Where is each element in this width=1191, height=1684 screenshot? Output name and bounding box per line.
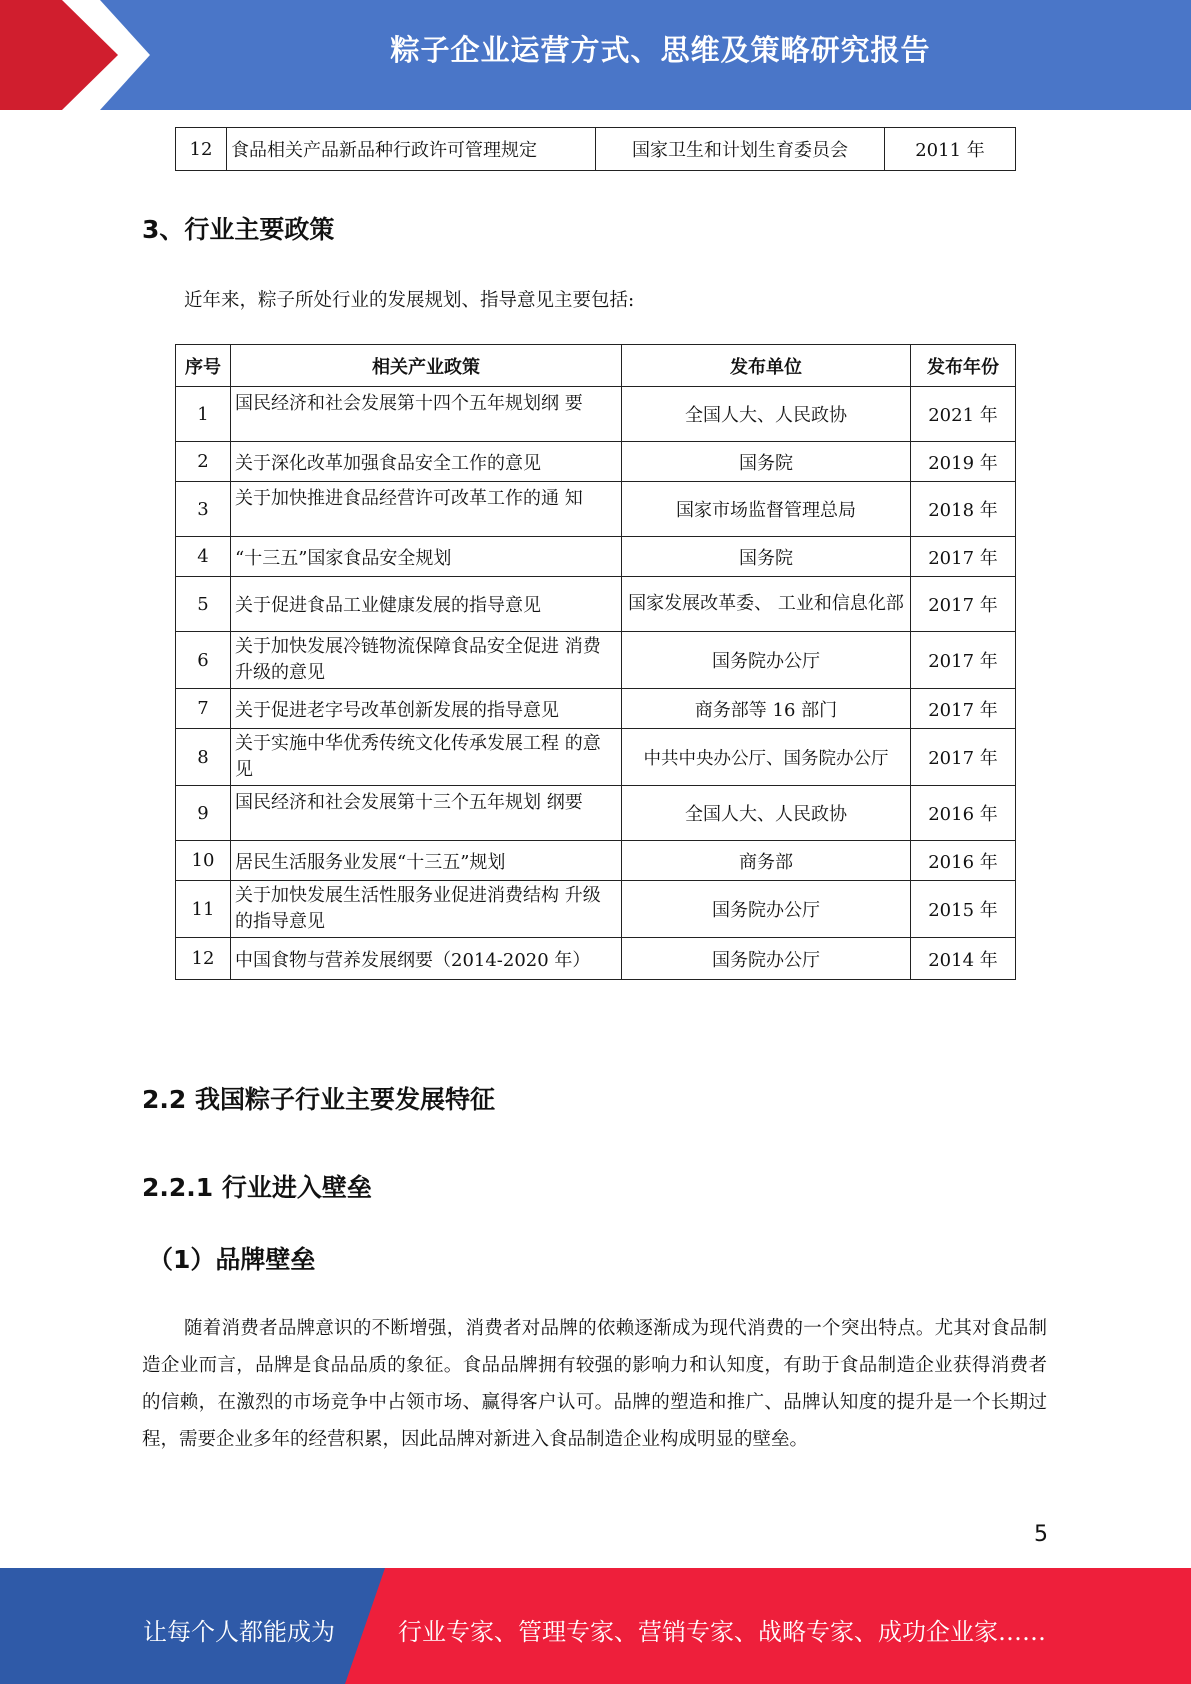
- row-no: 2: [176, 442, 231, 482]
- page-footer: [0, 1568, 1191, 1684]
- section-heading-2-2-1: 2.2.1 行业进入壁垒: [142, 1173, 372, 1202]
- row-org: 商务部: [622, 841, 911, 881]
- table-row: [176, 841, 1016, 881]
- row-year: 2014 年: [911, 938, 1016, 980]
- table-row: [176, 938, 1016, 980]
- row-no: 9: [176, 786, 231, 841]
- table-header-row: [176, 345, 1016, 387]
- row-year: 2019 年: [911, 442, 1016, 482]
- row-year: 2017 年: [911, 729, 1016, 786]
- table-row: [176, 577, 1016, 632]
- row-no: 4: [176, 537, 231, 577]
- row-org: 国家发展改革委、 工业和信息化部: [622, 577, 911, 632]
- row-year: 2011 年: [885, 128, 1016, 171]
- table-row: [176, 442, 1016, 482]
- row-no: 8: [176, 729, 231, 786]
- row-no: 1: [176, 387, 231, 442]
- table-row: [176, 881, 1016, 938]
- table-row: [176, 689, 1016, 729]
- row-org: 国家市场监督管理总局: [622, 482, 911, 537]
- table-row: [176, 128, 1016, 171]
- col-header-year: 发布年份: [911, 345, 1016, 387]
- table-row: [176, 387, 1016, 442]
- table-row: [176, 632, 1016, 689]
- body-paragraph: 随着消费者品牌意识的不断增强，消费者对品牌的依赖逐渐成为现代消费的一个突出特点。尤其对食品制造企业而言，品牌是食品品质的象征。食品品牌拥有较强的影响力和认知度，有助于食品制造企业获得消费者的信赖，在激烈的市场竞争中占领市场、赢得客户认可。品牌的塑造和推广、品牌认知度的提升是一个长期过程，需要企业多年的经营积累，因此品牌对新进入食品制造企业构成明显的壁垒。: [142, 1318, 1047, 1450]
- row-year: 2021 年: [911, 387, 1016, 442]
- row-name: 食品相关产品新品种行政许可管理规定: [227, 128, 596, 171]
- row-policy: 国民经济和社会发展第十四个五年规划纲 要: [231, 387, 622, 442]
- row-year: 2017 年: [911, 689, 1016, 729]
- row-policy: 关于加快发展生活性服务业促进消费结构 升级的指导意见: [231, 881, 622, 938]
- row-org: 国务院办公厅: [622, 632, 911, 689]
- row-policy: 中国食物与营养发展纲要（2014-2020 年）: [231, 938, 622, 980]
- col-header-no: 序号: [176, 345, 231, 387]
- row-year: 2016 年: [911, 786, 1016, 841]
- row-org: 国务院办公厅: [622, 881, 911, 938]
- header-title: 粽子企业运营方式、思维及策略研究报告: [390, 33, 931, 67]
- row-policy: 居民生活服务业发展“十三五”规划: [231, 841, 622, 881]
- row-no: 5: [176, 577, 231, 632]
- row-year: 2015 年: [911, 881, 1016, 938]
- row-year: 2018 年: [911, 482, 1016, 537]
- row-policy: 关于加快发展冷链物流保障食品安全促进 消费升级的意见: [231, 632, 622, 689]
- row-no: 11: [176, 881, 231, 938]
- row-policy: 关于促进老字号改革创新发展的指导意见: [231, 689, 622, 729]
- row-no: 7: [176, 689, 231, 729]
- row-org: 国务院: [622, 537, 911, 577]
- row-no: 3: [176, 482, 231, 537]
- row-year: 2017 年: [911, 537, 1016, 577]
- row-org: 全国人大、人民政协: [622, 786, 911, 841]
- footer-slogan-right: 行业专家、管理专家、营销专家、战略专家、成功企业家……: [398, 1618, 1046, 1646]
- row-policy: 关于深化改革加强食品安全工作的意见: [231, 442, 622, 482]
- table-row: [176, 482, 1016, 537]
- row-org: 国家卫生和计划生育委员会: [596, 128, 885, 171]
- table-row: [176, 786, 1016, 841]
- row-org: 全国人大、人民政协: [622, 387, 911, 442]
- row-policy: 关于实施中华优秀传统文化传承发展工程 的意见: [231, 729, 622, 786]
- section-heading-2-2: 2.2 我国粽子行业主要发展特征: [142, 1085, 495, 1114]
- row-org: 国务院: [622, 442, 911, 482]
- page-header: [0, 0, 1191, 110]
- section-intro: 近年来，粽子所处行业的发展规划、指导意见主要包括:: [184, 290, 635, 311]
- table-row: [176, 537, 1016, 577]
- policy-table: [175, 344, 1016, 980]
- row-policy: 关于促进食品工业健康发展的指导意见: [231, 577, 622, 632]
- row-no: 10: [176, 841, 231, 881]
- top-table: [175, 127, 1016, 171]
- row-org: 中共中央办公厅、国务院办公厅: [622, 729, 911, 786]
- row-year: 2017 年: [911, 577, 1016, 632]
- row-policy: “十三五”国家食品安全规划: [231, 537, 622, 577]
- section-heading-brand-barrier: （1）品牌壁垒: [148, 1245, 316, 1274]
- header-arrow-icon: [0, 0, 150, 110]
- row-org: 商务部等 16 部门: [622, 689, 911, 729]
- row-no: 12: [176, 128, 227, 171]
- row-policy: 关于加快推进食品经营许可改革工作的通 知: [231, 482, 622, 537]
- page-number: 5: [1034, 1522, 1048, 1547]
- section-heading-3: 3、行业主要政策: [142, 215, 335, 244]
- col-header-policy: 相关产业政策: [231, 345, 622, 387]
- row-org: 国务院办公厅: [622, 938, 911, 980]
- row-no: 6: [176, 632, 231, 689]
- col-header-org: 发布单位: [622, 345, 911, 387]
- row-policy: 国民经济和社会发展第十三个五年规划 纲要: [231, 786, 622, 841]
- row-year: 2016 年: [911, 841, 1016, 881]
- footer-slogan-left: 让每个人都能成为: [143, 1618, 335, 1646]
- row-year: 2017 年: [911, 632, 1016, 689]
- row-no: 12: [176, 938, 231, 980]
- table-row: [176, 729, 1016, 786]
